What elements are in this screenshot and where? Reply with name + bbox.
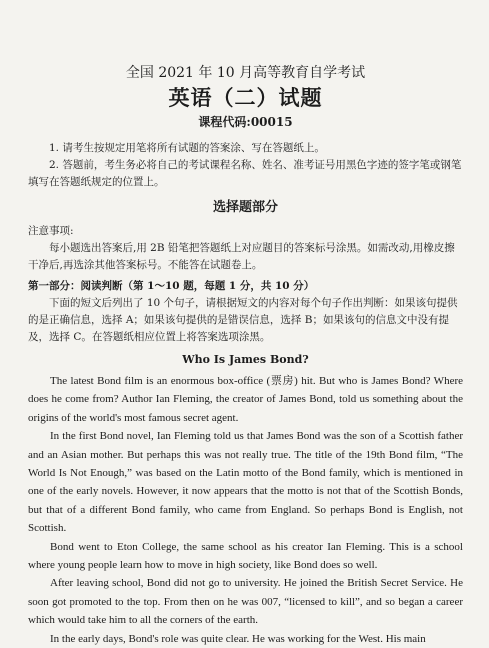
notes-label: 注意事项:: [28, 225, 74, 237]
instruction-2: 2. 答题前，考生务必将自己的考试课程名称、姓名、准考证号用黑色字迹的签字笔或钢笔填写在答题纸规定的位置上。: [28, 159, 462, 188]
exam-subject: 英语（二）试题: [168, 85, 323, 110]
article-title: Who Is James Bond?: [182, 353, 309, 366]
article-paragraph: In the first Bond novel, Ian Fleming told us that James Bond was the son of a Scottish father and an Asian mother. But perhaps this was not really true. The title of the 19th Bond film, “The World Is Not Enough,” was based on the Latin motto of the Bond family, which is mentioned in one of the early novels. However, it now appears that the motto is not that of the Scottish Bonds, but that of a different Bond family, who came from England. So perhaps Bond is English, not Scottish.: [28, 430, 463, 535]
notes: [28, 223, 463, 274]
instructions: [28, 140, 463, 191]
article-body: [28, 372, 463, 648]
article-paragraph: After leaving school, Bond did not go to university. He joined the British Secret Service. He soon got promoted to the top. From then on he was 007, “licensed to kill”, and so began a career which would take him to all the corners of the earth.: [28, 577, 463, 627]
part1: [28, 278, 463, 346]
article-paragraph: The latest Bond film is an enormous box-office (票房) hit. But who is James Bond? Where does he come from? Author Ian Fleming, the creator of James Bond, told us something about the origins of the world's most famous secret agent.: [28, 375, 463, 424]
article-paragraph: Bond went to Eton College, the same school as his creator Ian Fleming. This is a school where young people learn how to move in high society, like Bond does so well.: [28, 540, 463, 572]
instruction-1: 1. 请考生按规定用笔将所有试题的答案涂、写在答题纸上。: [49, 142, 325, 154]
notes-text: 每小题选出答案后,用 2B 铅笔把答题纸上对应题目的答案标号涂黑。如需改动,用橡皮擦干净后,再选涂其他答案标号。不能答在试题卷上。: [28, 242, 455, 271]
section-title: 选择题部分: [212, 200, 278, 215]
course-code: 课程代码:00015: [198, 115, 293, 129]
part1-instruction: 下面的短文后列出了 10 个句子，请根据短文的内容对每个句子作出判断：如果该句提供的是正确信息，选择 A；如果该句提供的是错误信息，选择 B；如果该句的信息文中没有提及，选择 C。在答题纸相应位置上将答案选项涂黑。: [28, 297, 458, 343]
part1-heading: 第一部分：阅读判断（第 1～10 题，每题 1 分，共 10 分）: [28, 280, 315, 292]
article-paragraph: In the early days, Bond's role was quite clear. He was working for the West. His main: [50, 632, 426, 645]
exam-title-line: 全国 2021 年 10 月高等教育自学考试: [125, 65, 366, 81]
